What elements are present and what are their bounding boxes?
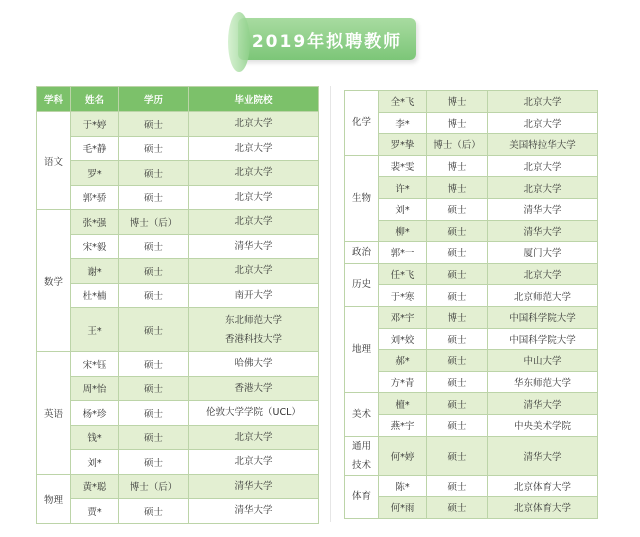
degree-cell: 硕士 xyxy=(427,198,488,220)
name-cell: 陈* xyxy=(379,475,427,497)
school-cell: 北京大学 xyxy=(488,155,598,177)
table-row xyxy=(345,242,598,264)
school-line: 北京大学 xyxy=(234,167,273,179)
name-cell: 毛*静 xyxy=(71,136,119,161)
table-row xyxy=(37,185,319,210)
subject-line: 通用 xyxy=(351,440,371,452)
table-row xyxy=(345,475,598,497)
degree-cell: 硕士 xyxy=(119,112,189,137)
table-row xyxy=(345,220,598,242)
degree-cell: 硕士 xyxy=(427,263,488,285)
table-row xyxy=(37,136,319,161)
name-cell: 谢* xyxy=(71,259,119,284)
name-cell: 何*婷 xyxy=(379,436,427,475)
school-line: 北京大学 xyxy=(234,265,273,277)
name-cell: 宋*毅 xyxy=(71,234,119,259)
school-cell: 北京体育大学 xyxy=(488,497,598,519)
school-cell xyxy=(189,234,319,259)
school-line: 伦敦大学学院（UCL） xyxy=(206,407,301,419)
name-cell: 张*强 xyxy=(71,210,119,235)
school-line: 清华大学 xyxy=(234,240,273,252)
degree-cell: 硕士 xyxy=(427,475,488,497)
school-line: 清华大学 xyxy=(234,480,273,492)
header-subject: 学科 xyxy=(37,87,71,112)
degree-cell: 硕士 xyxy=(119,401,189,426)
header-name: 姓名 xyxy=(71,87,119,112)
school-cell xyxy=(189,474,319,499)
table-row xyxy=(345,393,598,415)
school-line: 北京大学 xyxy=(234,142,273,154)
school-cell xyxy=(189,308,319,352)
school-line: 北京大学 xyxy=(234,456,273,468)
degree-cell: 硕士 xyxy=(427,328,488,350)
school-cell: 中国科学院大学 xyxy=(488,306,598,328)
school-cell: 清华大学 xyxy=(488,393,598,415)
school-line: 北京大学 xyxy=(234,191,273,203)
name-cell: 邓*宇 xyxy=(379,306,427,328)
table-row xyxy=(345,177,598,199)
school-cell xyxy=(189,401,319,426)
table-row xyxy=(345,155,598,177)
name-cell: 刘* xyxy=(379,198,427,220)
subject-line: 地理 xyxy=(351,344,371,356)
degree-cell: 硕士 xyxy=(119,352,189,377)
table-row xyxy=(37,308,319,352)
name-cell: 许* xyxy=(379,177,427,199)
school-cell xyxy=(189,185,319,210)
degree-cell: 硕士 xyxy=(427,414,488,436)
degree-cell: 硕士 xyxy=(427,350,488,372)
school-cell: 中山大学 xyxy=(488,350,598,372)
subject-cell: 英语 xyxy=(37,352,71,475)
table-row xyxy=(37,352,319,377)
column-divider xyxy=(330,86,331,522)
school-cell: 北京师范大学 xyxy=(488,285,598,307)
table-row xyxy=(37,161,319,186)
subject-cell xyxy=(345,475,379,518)
degree-cell: 博士（后） xyxy=(427,134,488,156)
degree-cell: 博士 xyxy=(427,306,488,328)
degree-cell: 硕士 xyxy=(119,425,189,450)
degree-cell: 硕士 xyxy=(427,393,488,415)
table-row xyxy=(345,414,598,436)
school-cell: 北京大学 xyxy=(488,177,598,199)
school-cell xyxy=(189,425,319,450)
name-cell: 燕*宇 xyxy=(379,414,427,436)
degree-cell: 硕士 xyxy=(119,161,189,186)
subject-line: 技术 xyxy=(351,459,371,471)
school-cell: 清华大学 xyxy=(488,198,598,220)
school-cell: 中国科学院大学 xyxy=(488,328,598,350)
school-cell xyxy=(189,352,319,377)
school-cell xyxy=(189,283,319,308)
school-cell xyxy=(189,450,319,475)
school-cell xyxy=(189,259,319,284)
subject-line: 化学 xyxy=(351,117,371,129)
degree-cell: 硕士 xyxy=(427,220,488,242)
name-cell: 檀* xyxy=(379,393,427,415)
degree-cell: 博士 xyxy=(427,112,488,134)
name-cell: 杨*珍 xyxy=(71,401,119,426)
subject-cell xyxy=(345,306,379,392)
table-row xyxy=(37,425,319,450)
school-cell: 北京大学 xyxy=(488,263,598,285)
table-row xyxy=(37,450,319,475)
school-cell: 清华大学 xyxy=(488,220,598,242)
school-line: 哈佛大学 xyxy=(234,358,273,370)
school-cell: 华东师范大学 xyxy=(488,371,598,393)
name-cell: 宋*钰 xyxy=(71,352,119,377)
degree-cell: 硕士 xyxy=(119,450,189,475)
subject-line: 体育 xyxy=(351,491,371,503)
school-cell xyxy=(189,499,319,524)
school-line: 清华大学 xyxy=(234,505,273,517)
table-row xyxy=(37,234,319,259)
page-title: 2019年拟聘教师 xyxy=(251,31,403,52)
degree-cell: 硕士 xyxy=(119,136,189,161)
school-cell xyxy=(189,161,319,186)
name-cell: 贾* xyxy=(71,499,119,524)
table-row xyxy=(37,376,319,401)
subject-cell xyxy=(345,242,379,264)
name-cell: 全*飞 xyxy=(379,91,427,113)
subject-cell xyxy=(345,436,379,475)
degree-cell: 硕士 xyxy=(119,308,189,352)
school-line: 东北师范大学 xyxy=(224,314,282,326)
school-cell: 美国特拉华大学 xyxy=(488,134,598,156)
degree-cell: 硕士 xyxy=(427,371,488,393)
school-cell xyxy=(189,136,319,161)
header-school: 毕业院校 xyxy=(189,87,319,112)
school-line: 南开大学 xyxy=(234,289,273,301)
name-cell: 任*飞 xyxy=(379,263,427,285)
subject-line: 政治 xyxy=(351,246,371,258)
table-row xyxy=(345,112,598,134)
table-row xyxy=(37,499,319,524)
name-cell: 郝* xyxy=(379,350,427,372)
table-row xyxy=(345,497,598,519)
name-cell: 钱* xyxy=(71,425,119,450)
subject-line: 历史 xyxy=(351,279,371,291)
name-cell: 黄*聪 xyxy=(71,474,119,499)
table-row xyxy=(345,350,598,372)
title-banner xyxy=(238,18,416,60)
degree-cell: 硕士 xyxy=(119,234,189,259)
school-cell: 中央美术学院 xyxy=(488,414,598,436)
table-row xyxy=(345,198,598,220)
degree-cell: 博士（后） xyxy=(119,474,189,499)
subject-cell xyxy=(345,393,379,436)
degree-cell: 博士（后） xyxy=(119,210,189,235)
school-cell: 清华大学 xyxy=(488,436,598,475)
degree-cell: 硕士 xyxy=(119,185,189,210)
subject-cell: 物理 xyxy=(37,474,71,523)
name-cell: 于*婷 xyxy=(71,112,119,137)
header-degree: 学历 xyxy=(119,87,189,112)
subject-line: 美术 xyxy=(351,408,371,420)
school-line: 香港科技大学 xyxy=(224,333,282,345)
name-cell: 周*怡 xyxy=(71,376,119,401)
subject-cell xyxy=(345,155,379,241)
name-cell: 方*青 xyxy=(379,371,427,393)
table-row xyxy=(345,436,598,475)
name-cell: 柳* xyxy=(379,220,427,242)
name-cell: 刘* xyxy=(71,450,119,475)
school-line: 香港大学 xyxy=(234,382,273,394)
name-cell: 罗* xyxy=(71,161,119,186)
degree-cell: 硕士 xyxy=(427,436,488,475)
school-cell: 厦门大学 xyxy=(488,242,598,264)
table-row xyxy=(37,210,319,235)
table-row xyxy=(345,371,598,393)
subject-cell: 数学 xyxy=(37,210,71,352)
name-cell: 李* xyxy=(379,112,427,134)
table-row xyxy=(345,328,598,350)
school-cell: 北京体育大学 xyxy=(488,475,598,497)
table-row xyxy=(345,263,598,285)
right-teacher-table xyxy=(344,90,598,519)
degree-cell: 硕士 xyxy=(427,497,488,519)
degree-cell: 博士 xyxy=(427,177,488,199)
table-row xyxy=(345,134,598,156)
degree-cell: 硕士 xyxy=(119,283,189,308)
name-cell: 罗*挚 xyxy=(379,134,427,156)
table-row xyxy=(37,112,319,137)
name-cell: 裴*雯 xyxy=(379,155,427,177)
school-cell xyxy=(189,210,319,235)
degree-cell: 硕士 xyxy=(427,285,488,307)
table-row xyxy=(37,474,319,499)
table-row xyxy=(345,306,598,328)
school-cell: 北京大学 xyxy=(488,112,598,134)
degree-cell: 硕士 xyxy=(119,259,189,284)
school-cell: 北京大学 xyxy=(488,91,598,113)
subject-line: 生物 xyxy=(351,192,371,204)
name-cell: 刘*姣 xyxy=(379,328,427,350)
school-cell xyxy=(189,376,319,401)
table-row xyxy=(345,285,598,307)
degree-cell: 博士 xyxy=(427,155,488,177)
school-line: 北京大学 xyxy=(234,431,273,443)
name-cell: 于*寒 xyxy=(379,285,427,307)
school-cell xyxy=(189,112,319,137)
name-cell: 郭*一 xyxy=(379,242,427,264)
subject-cell xyxy=(345,91,379,156)
table-header-row xyxy=(37,87,319,112)
degree-cell: 硕士 xyxy=(119,499,189,524)
name-cell: 王* xyxy=(71,308,119,352)
degree-cell: 博士 xyxy=(427,91,488,113)
left-teacher-table xyxy=(36,86,319,524)
subject-cell: 语文 xyxy=(37,112,71,210)
degree-cell: 硕士 xyxy=(427,242,488,264)
school-line: 北京大学 xyxy=(234,118,273,130)
name-cell: 何*雨 xyxy=(379,497,427,519)
degree-cell: 硕士 xyxy=(119,376,189,401)
name-cell: 杜*楠 xyxy=(71,283,119,308)
name-cell: 郭*骄 xyxy=(71,185,119,210)
table-row xyxy=(345,91,598,113)
table-row xyxy=(37,283,319,308)
subject-cell xyxy=(345,263,379,306)
table-row xyxy=(37,401,319,426)
table-row xyxy=(37,259,319,284)
school-line: 北京大学 xyxy=(234,216,273,228)
